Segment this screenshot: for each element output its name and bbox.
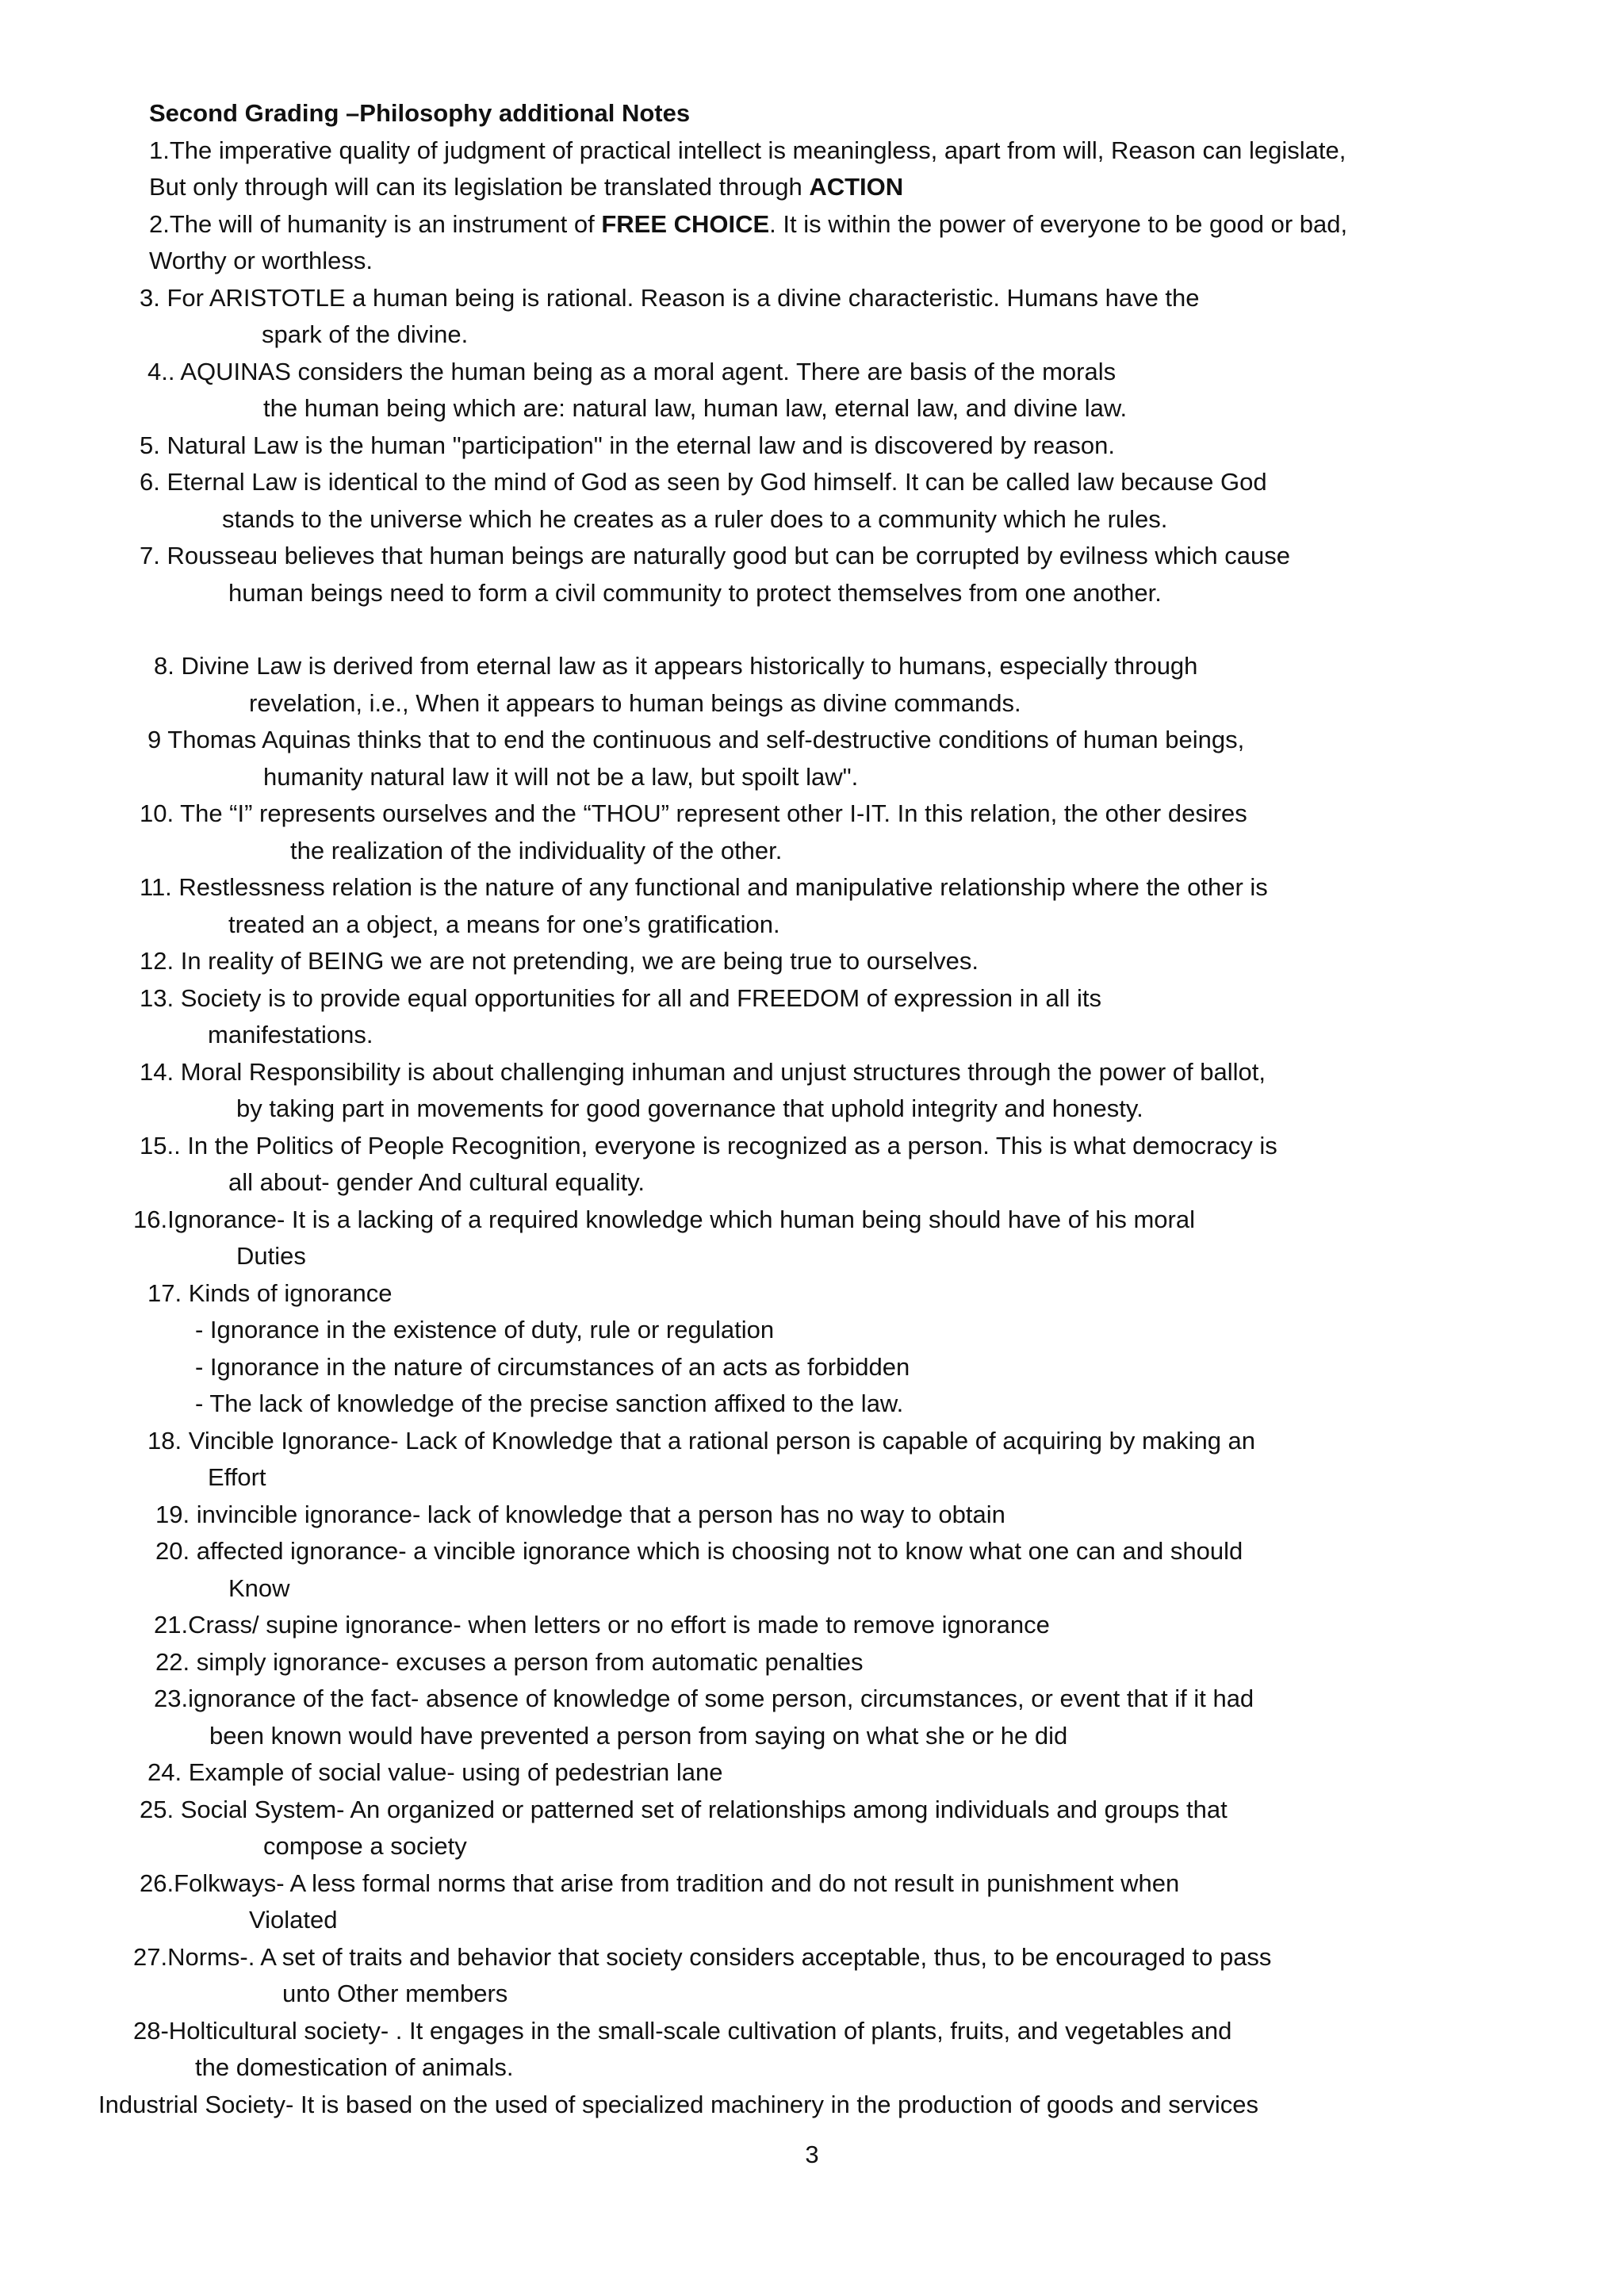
list-item: - Ignorance in the nature of circumstances of an acts as forbidden [195, 1352, 910, 1381]
note-line: 16.Ignorance- It is a lacking of a required knowledge which human being should have of his moral [133, 1205, 1195, 1233]
note-line: 11. Restlessness relation is the nature of any functional and manipulative relationship where the other is [140, 873, 1268, 901]
note-line: 17. Kinds of ignorance [147, 1278, 393, 1307]
note-line: Violated [249, 1906, 338, 1934]
note-line: by taking part in movements for good governance that uphold integrity and honesty. [236, 1094, 1143, 1122]
note-line: 5. Natural Law is the human "participation" in the eternal law and is discovered by reason. [140, 431, 1115, 459]
page-title: Second Grading –Philosophy additional Notes [149, 99, 691, 127]
note-line: 25. Social System- An organized or patterned set of relationships among individuals and groups that [140, 1795, 1228, 1823]
note-line: 27.Norms-. A set of traits and behavior that society considers acceptable, thus, to be encouraged to pass [133, 1942, 1272, 1971]
note-line: 23.ignorance of the fact- absence of knowledge of some person, circumstances, or event that if it had [154, 1685, 1254, 1712]
note-line: the human being which are: natural law, human law, eternal law, and divine law. [263, 394, 1128, 422]
note-line: spark of the divine. [262, 320, 469, 348]
note-line: Worthy or worthless. [149, 247, 373, 274]
note-line: all about- gender And cultural equality. [228, 1168, 645, 1196]
note-line: 20. affected ignorance- a vincible ignorance which is choosing not to know what one can and should [155, 1537, 1243, 1565]
note-line: compose a society [263, 1832, 467, 1860]
note-line: 6. Eternal Law is identical to the mind of God as seen by God himself. It can be called law because God [140, 468, 1267, 496]
note-line: unto Other members [282, 1980, 508, 2007]
note-line: 24. Example of social value- using of pedestrian lane [147, 1758, 723, 1786]
note-line: treated an a object, a means for one’s gratification. [228, 910, 780, 938]
note-line: humanity natural law it will not be a law, but spoilt law". [263, 762, 859, 791]
page-number: 3 [805, 2141, 819, 2168]
note-line: human beings need to form a civil community to protect themselves from one another. [228, 578, 1162, 607]
note-line: 4.. AQUINAS considers the human being as a moral agent. There are basis of the morals [147, 357, 1116, 385]
note-line: 2.The will of humanity is an instrument of FREE CHOICE. It is within the power of everyone to be good or bad, [149, 209, 1348, 238]
note-line: 3. For ARISTOTLE a human being is rational. Reason is a divine characteristic. Humans have the [140, 283, 1200, 312]
spacer [0, 611, 1624, 648]
note-line: 28-Holticultural society- . It engages in the small-scale cultivation of plants, fruits, and vegetables and [133, 2016, 1232, 2045]
note-line: 1.The imperative quality of judgment of practical intellect is meaningless, apart from will, Reason can legislate, [149, 136, 1346, 164]
note-line: 18. Vincible Ignorance- Lack of Knowledge that a rational person is capable of acquiring by making an [147, 1426, 1256, 1455]
bold-term: FREE CHOICE [601, 209, 770, 238]
note-line: Duties [236, 1242, 306, 1270]
note-line: 13. Society is to provide equal opportunities for all and FREEDOM of expression in all its [140, 983, 1102, 1012]
note-line: 14. Moral Responsibility is about challenging inhuman and unjust structures through the power of ballot, [140, 1057, 1266, 1086]
note-line: the realization of the individuality of the other. [290, 836, 783, 864]
note-line: Know [228, 1573, 290, 1602]
note-line: Industrial Society- It is based on the used of specialized machinery in the production of goods and services [98, 2090, 1258, 2118]
note-line: stands to the universe which he creates as a ruler does to a community which he rules. [222, 504, 1168, 533]
notes-body [0, 95, 1624, 2123]
list-item: - The lack of knowledge of the precise sanction affixed to the law. [195, 1389, 904, 1417]
note-line: Effort [208, 1463, 266, 1491]
note-line: 7. Rousseau believes that human beings are naturally good but can be corrupted by evilness which cause [140, 542, 1291, 569]
note-line: 8. Divine Law is derived from eternal law as it appears historically to humans, especially through [154, 652, 1198, 680]
note-line: 12. In reality of BEING we are not pretending, we are being true to ourselves. [140, 947, 979, 975]
note-line: 19. invincible ignorance- lack of knowledge that a person has no way to obtain [155, 1500, 1005, 1528]
note-line: revelation, i.e., When it appears to human beings as divine commands. [249, 688, 1021, 717]
note-line: 9 Thomas Aquinas thinks that to end the continuous and self-destructive conditions of human beings, [147, 726, 1245, 753]
note-line: 15.. In the Politics of People Recognition, everyone is recognized as a person. This is what democracy is [140, 1131, 1277, 1159]
note-line: the domestication of animals. [195, 2053, 514, 2081]
note-line: been known would have prevented a person from saying on what she or he did [209, 1721, 1068, 1750]
note-line: 22. simply ignorance- excuses a person from automatic penalties [155, 1647, 864, 1676]
note-line: But only through will can its legislation be translated through ACTION [149, 173, 904, 201]
note-line: 10. The “I” represents ourselves and the “THOU” represent other I-IT. In this relation, the other desires [140, 799, 1247, 827]
note-line: 26.Folkways- A less formal norms that arise from tradition and do not result in punishment when [140, 1869, 1180, 1897]
note-line: 21.Crass/ supine ignorance- when letters or no effort is made to remove ignorance [154, 1611, 1050, 1639]
bold-term: ACTION [809, 173, 904, 201]
note-line: manifestations. [208, 1021, 373, 1048]
list-item: - Ignorance in the existence of duty, rule or regulation [195, 1316, 775, 1343]
